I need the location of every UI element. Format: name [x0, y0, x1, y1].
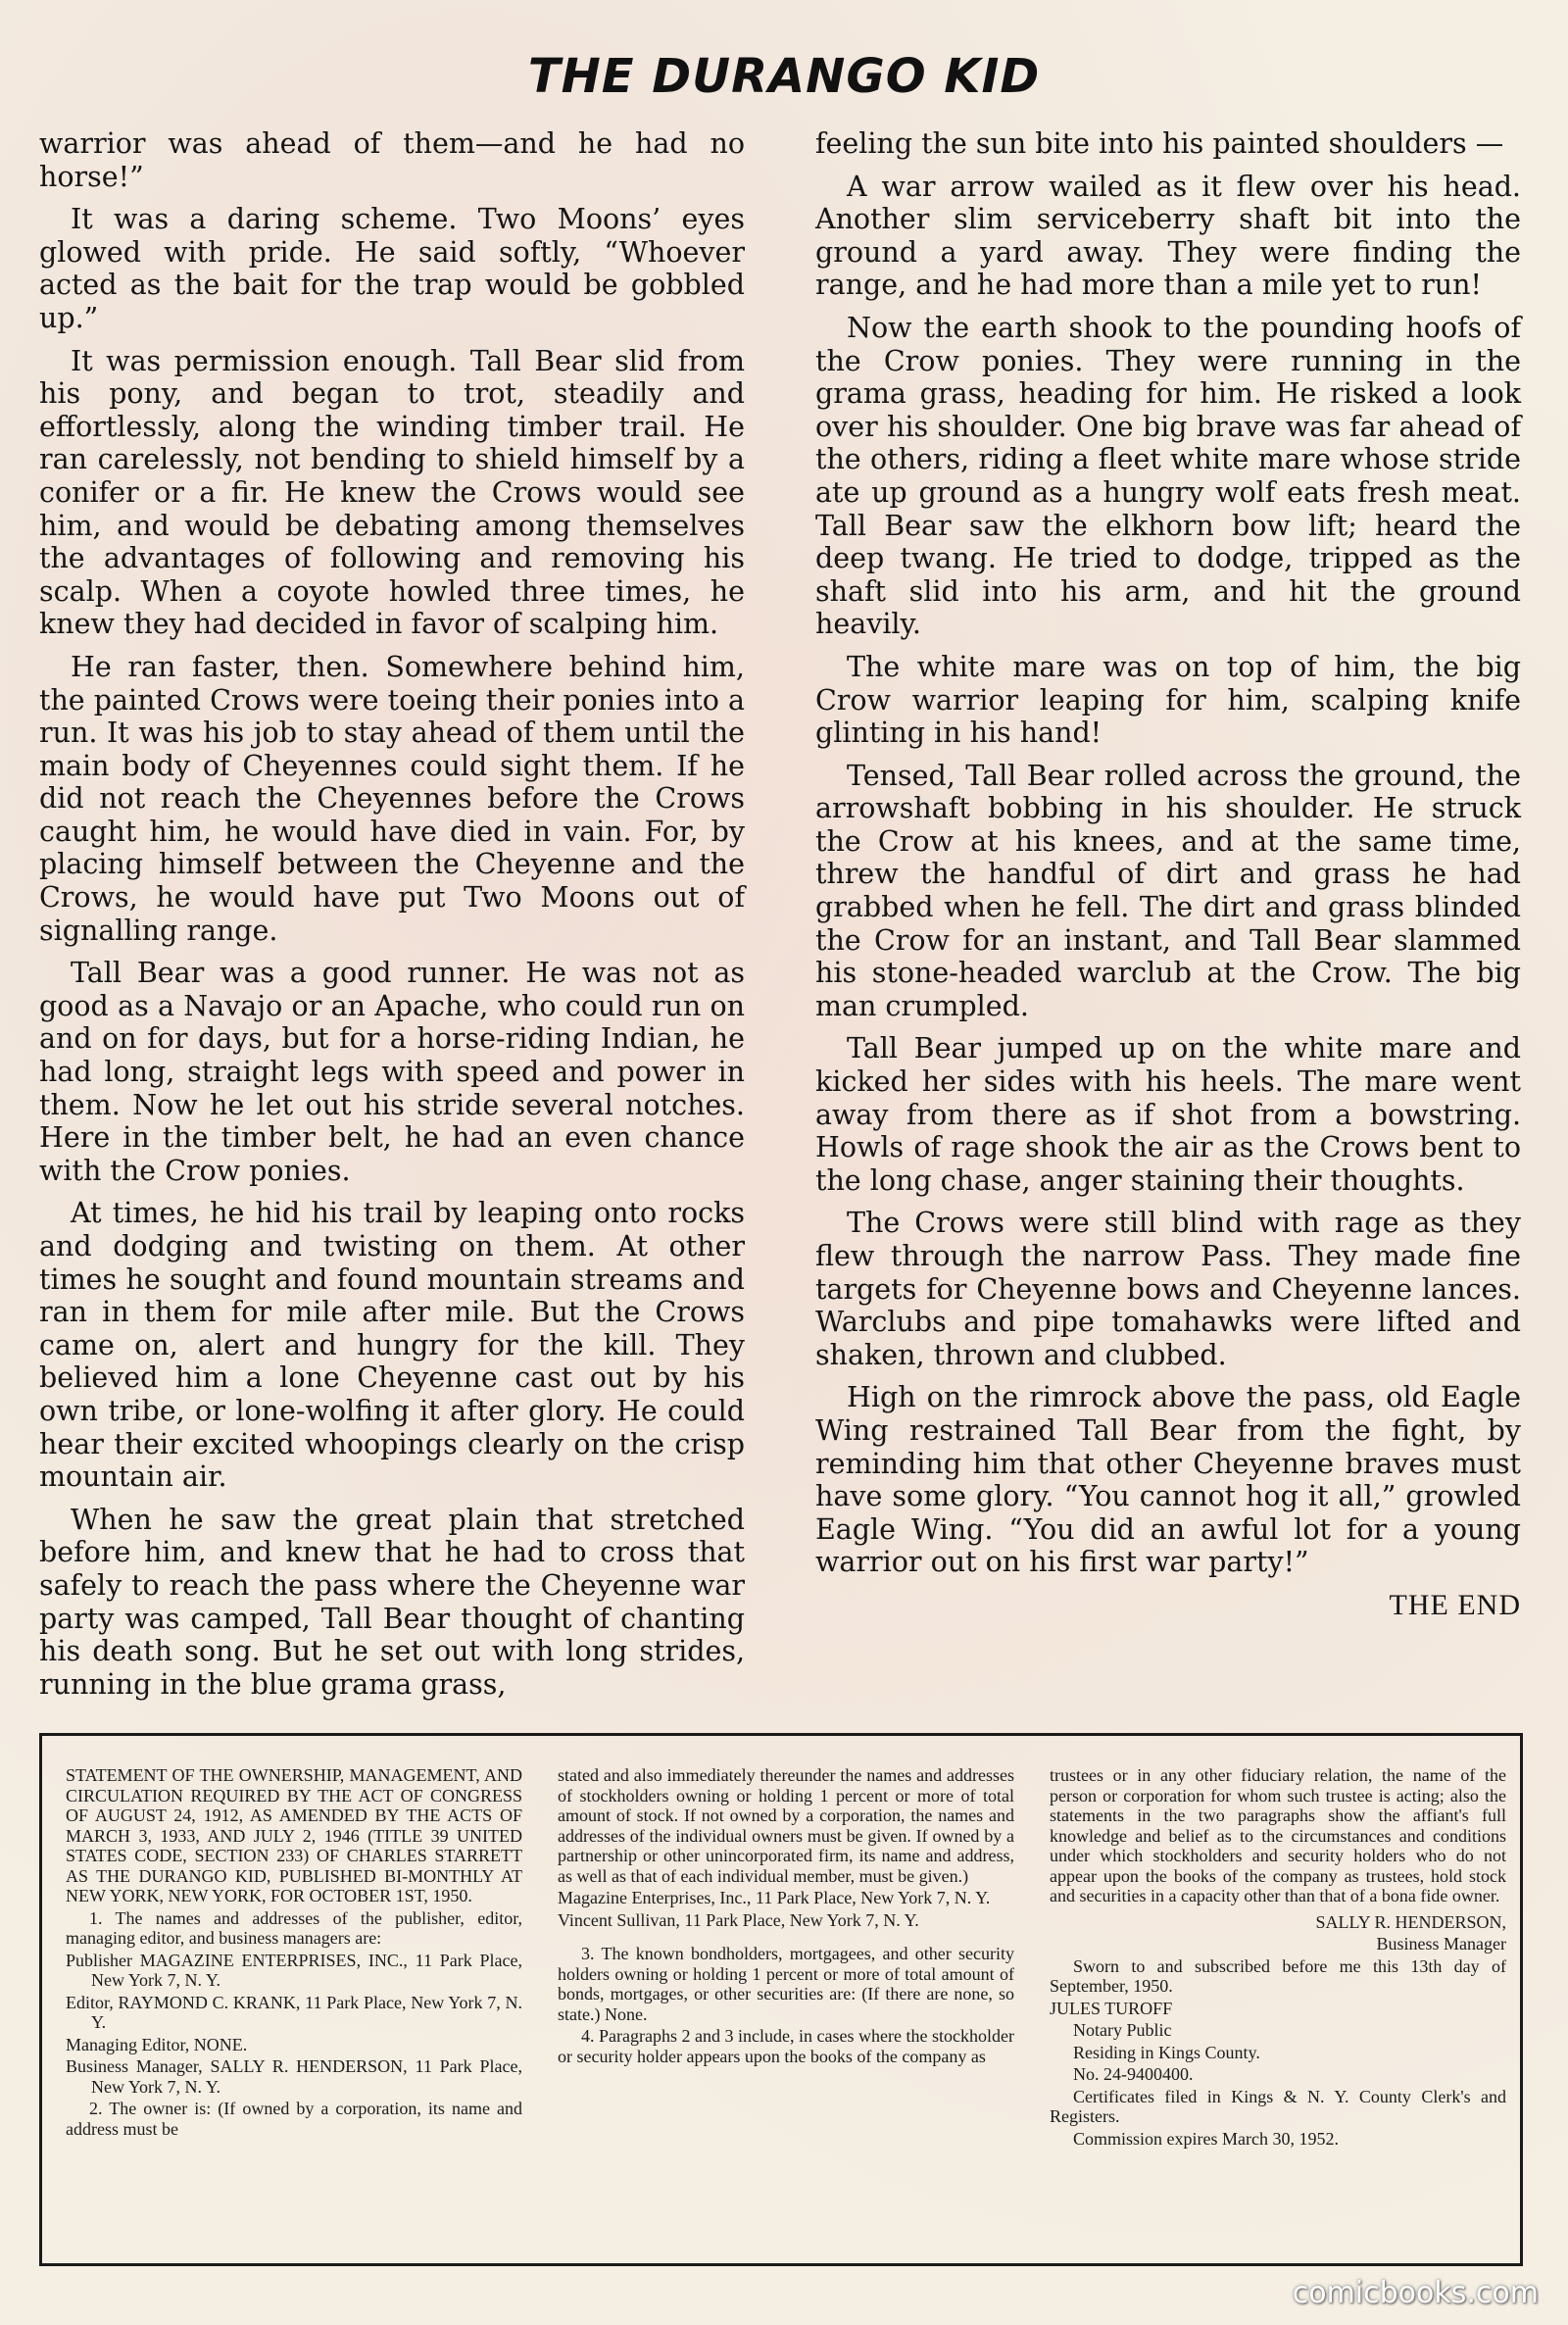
statement-paragraph: 3. The known bondholders, mortgagees, and other security holders owning or holding 1 percent or more of total amount of bonds, mortgages, or other securities are: (If there are none, so state.) None.	[558, 1944, 1014, 2024]
ownership-statement-box	[39, 1733, 1523, 2266]
statement-line: Editor, RAYMOND C. KRANK, 11 Park Place, New York 7, N. Y.	[66, 1992, 522, 2032]
notary-name: JULES TUROFF	[1050, 1998, 1173, 2018]
story-column-left	[39, 127, 745, 1710]
story-paragraph: Now the earth shook to the pounding hoofs of the Crow ponies. They were running in the grama grass, heading for him. He risked a look over his shoulder. One big brave was far ahead of the others, riding a fleet white mare whose stride ate up ground as a hungry wolf eats fresh meat. Tall Bear saw the elkhorn bow lift; heard the deep twang. He tried to dodge, tripped as the shaft slid into his arm, and hit the ground heavily.	[815, 311, 1521, 641]
statement-line: Business Manager, SALLY R. HENDERSON, 11 Park Place, New York 7, N. Y.	[66, 2056, 522, 2097]
signature-name: SALLY R. HENDERSON,	[1315, 1911, 1506, 1932]
the-end-label: THE END	[1389, 1588, 1521, 1621]
site-watermark: comicbooks.com	[1292, 2276, 1539, 2310]
statement-paragraph: 2. The owner is: (If owned by a corporation, its name and address must be	[66, 2099, 522, 2139]
statement-line: Managing Editor, NONE.	[66, 2034, 248, 2054]
story-paragraph: He ran faster, then. Somewhere behind him, the painted Crows were toeing their ponies into a run. It was his job to stay ahead of them until the main body of Cheyennes could sight them. If he did not reach the Cheyennes before the Crows caught him, he would have died in vain. For, by placing himself between the Cheyenne and the Crows, he would have put Two Moons out of signalling range.	[39, 650, 745, 947]
story-paragraph: warrior was ahead of them—and he had no horse!”	[39, 127, 745, 193]
statement-line: Publisher MAGAZINE ENTERPRISES, INC., 11 Park Place, New York 7, N. Y.	[66, 1950, 522, 1990]
statement-line: Vincent Sullivan, 11 Park Place, New York 7, N. Y.	[558, 1909, 919, 1930]
notary-line: Residing in Kings County.	[1073, 2042, 1260, 2062]
notary-line: No. 24-9400400.	[1073, 2064, 1194, 2084]
statement-heading: STATEMENT OF THE OWNERSHIP, MANAGEMENT, AND CIRCULATION REQUIRED BY THE ACT OF CONGRESS OF AUGUST 24, 1912, AS AMENDED BY THE ACTS OF MARCH 3, 1933, AND JULY 2, 1946 (TITLE 39 UNITED STATES CODE, SECTION 233) OF CHARLES STARRETT AS THE DURANGO KID, PUBLISHED BI-MONTHLY AT NEW YORK, NEW YORK, FOR OCTOBER 1ST, 1950.	[66, 1765, 522, 1905]
statement-paragraph: 4. Paragraphs 2 and 3 include, in cases where the stockholder or security holder appears upon the books of the company as	[558, 2026, 1014, 2066]
statement-column-1	[66, 1765, 522, 2141]
statement-column-3	[1050, 1765, 1506, 2151]
story-paragraph: The white mare was on top of him, the big Crow warrior leaping for him, scalping knife glinting in his hand!	[815, 650, 1521, 750]
page-title: THE DURANGO KID	[527, 49, 1041, 104]
story-paragraph: Tall Bear jumped up on the white mare and kicked her sides with his heels. The mare went away from there as if shot from a bowstring. Howls of rage shook the air as the Crows bent to the long chase, anger staining their thoughts.	[815, 1032, 1521, 1197]
story-paragraph: The Crows were still blind with rage as they flew through the narrow Pass. They made fine targets for Cheyenne bows and Cheyenne lances. Warclubs and pipe tomahawks were lifted and shaken, thrown and clubbed.	[815, 1207, 1521, 1371]
sworn-line: Sworn to and subscribed before me this 13th day of September, 1950.	[1050, 1955, 1506, 1996]
statement-column-2	[558, 1765, 1014, 2068]
notary-line: Certificates filed in Kings & N. Y. County Clerk's and Registers.	[1050, 2086, 1506, 2126]
statement-paragraph: stated and also immediately thereunder the names and addresses of stockholders owning or holding 1 percent or more of total amount of stock. If not owned by a corporation, the names and addresses of the individual owners must be given. If owned by a partnership or other unincorporated firm, its name and address, as well as that of each individual member, must be given.)	[558, 1765, 1014, 1886]
story-paragraph: When he saw the great plain that stretched before him, and knew that he had to cross that safely to reach the pass where the Cheyenne war party was camped, Tall Bear thought of chanting his death song. But he set out with long strides, running in the blue grama grass,	[39, 1503, 745, 1701]
story-paragraph: High on the rimrock above the pass, old Eagle Wing restrained Tall Bear from the fight, by reminding him that other Cheyenne braves must have some glory. “You cannot hog it all,” growled Eagle Wing. “You did an awful lot for a young warrior out on his first war party!”	[815, 1381, 1521, 1579]
signature-title: Business Manager	[1376, 1934, 1506, 1954]
story-paragraph: At times, he hid his trail by leaping onto rocks and dodging and twisting on them. At other times he sought and found mountain streams and ran in them for mile after mile. But the Crows came on, alert and hungry for the kill. They believed him a lone Cheyenne cast out by his own tribe, or lone-wolfing it after glory. He could hear their excited whoopings clearly on the crisp mountain air.	[39, 1197, 745, 1494]
story-paragraph: It was permission enough. Tall Bear slid from his pony, and began to trot, steadily and effortlessly, along the winding timber trail. He ran carelessly, not bending to shield himself by a conifer or a fir. He knew the Crows would see him, and would be debating among themselves the advantages of following and removing his scalp. When a coyote howled three times, he knew they had decided in favor of scalping him.	[39, 344, 745, 641]
story-paragraph: It was a daring scheme. Two Moons’ eyes glowed with pride. He said softly, “Whoever acted as the bait for the trap would be gobbled up.”	[39, 203, 745, 334]
story-paragraph: feeling the sun bite into his painted shoulders —	[815, 127, 1504, 160]
notary-line: Commission expires March 30, 1952.	[1073, 2128, 1339, 2149]
story-column-right	[815, 127, 1521, 1622]
story-paragraph: Tall Bear was a good runner. He was not as good as a Navajo or an Apache, who could run on and on for days, but for a horse-riding Indian, he had long, straight legs with speed and power in them. Now he let out his stride several notches. Here in the timber belt, he had an even chance with the Crow ponies.	[39, 957, 745, 1187]
statement-paragraph: trustees or in any other fiduciary relation, the name of the person or corporation for whom such trustee is acting; also the statements in the two paragraphs show the affiant's full knowledge and belief as to the circumstances and conditions under which stockholders and security holders who do not appear upon the books of the company as trustees, hold stock and securities in a capacity other than that of a bona fide owner.	[1050, 1765, 1506, 1905]
story-paragraph: Tensed, Tall Bear rolled across the ground, the arrowshaft bobbing in his shoulder. He struck the Crow at his knees, and at the same time, threw the handful of dirt and grass he had grabbed when he fell. The dirt and grass blinded the Crow for an instant, and Tall Bear slammed his stone-headed warclub at the Crow. The big man crumpled.	[815, 759, 1521, 1022]
statement-line: Magazine Enterprises, Inc., 11 Park Place, New York 7, N. Y.	[558, 1888, 991, 1907]
notary-line: Notary Public	[1073, 2020, 1172, 2040]
story-paragraph: A war arrow wailed as it flew over his head. Another slim serviceberry shaft bit into the ground a yard away. They were finding the range, and he had more than a mile yet to run!	[815, 170, 1521, 302]
statement-paragraph: 1. The names and addresses of the publisher, editor, managing editor, and business managers are:	[66, 1907, 522, 1948]
